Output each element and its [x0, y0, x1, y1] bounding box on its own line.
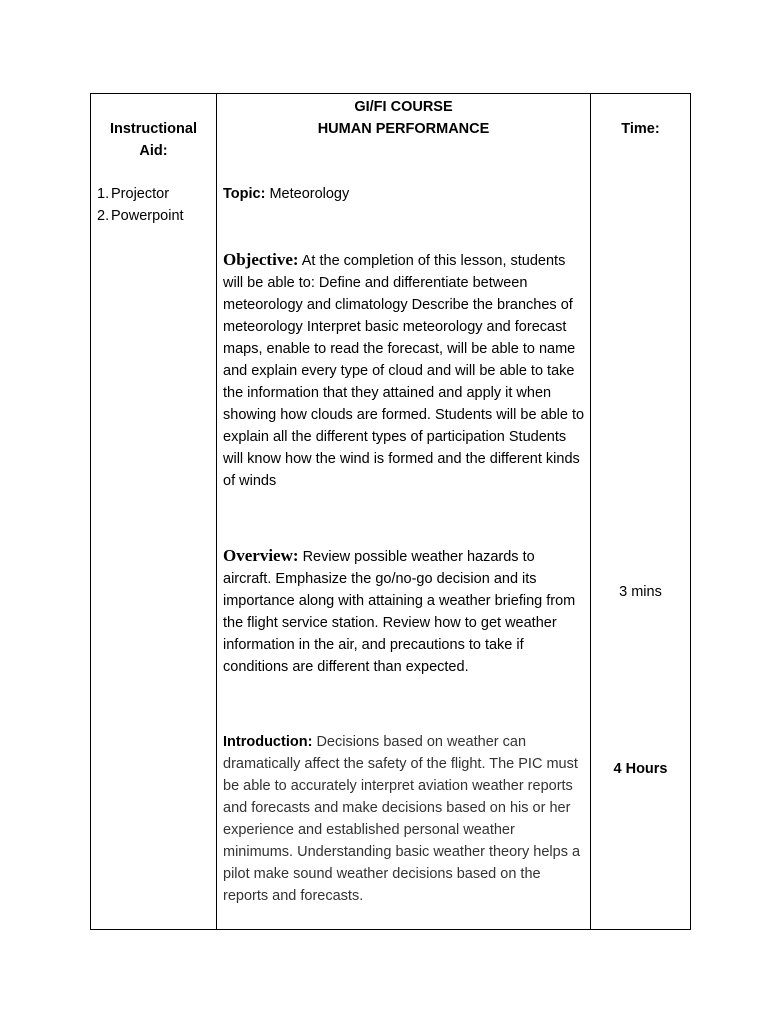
- list-item: 1. Projector: [97, 186, 170, 202]
- lesson-content-cell: [217, 94, 591, 930]
- introduction-paragraph: [223, 731, 586, 907]
- list-item: 2. Powerpoint: [97, 208, 184, 224]
- introduction-text: Decisions based on weather can dramatically affect the safety of the flight. The PIC must be able to accurately interpret aviation weather reports and forecasts and make decisions based on his or her experience and established personal weather minimums. Understanding basic weather theory helps a pilot make sound weather decisions based on the reports and forecasts.: [223, 734, 581, 904]
- instructional-aid-header: Instructional Aid:: [109, 121, 197, 159]
- time-introduction: 4 Hours: [613, 761, 668, 777]
- topic-paragraph: [223, 183, 586, 205]
- course-title: GI/FI COURSE HUMAN PERFORMANCE: [317, 99, 490, 137]
- objective-label: Objective:: [223, 250, 299, 269]
- overview-label: Overview:: [223, 546, 299, 565]
- overview-text: Review possible weather hazards to aircraft. Emphasize the go/no-go decision and its importance along with attaining a weather briefing from the flight service station. Review how to get weather information in the air, and precautions to take if conditions are different than expected.: [223, 549, 576, 675]
- overview-paragraph: [223, 545, 586, 678]
- time-overview: 3 mins: [619, 584, 662, 600]
- lesson-plan-table: [90, 93, 691, 930]
- topic-label: Topic:: [223, 186, 266, 202]
- objective-text: At the completion of this lesson, students will be able to: Define and differentiate between meteorology and climatology Describe the branches of meteorology Interpret basic meteorology and forecast maps, enable to read the forecast, will be able to name and explain every type of cloud and will be able to take the information that they attained and apply it when showing how clouds are formed. Students will be able to explain all the different types of participation Students will know how the wind is formed and the different kinds of winds: [223, 253, 585, 489]
- instructional-aid-cell: [91, 94, 217, 930]
- introduction-label: Introduction:: [223, 734, 313, 750]
- topic-value: Meteorology: [269, 186, 350, 202]
- time-header: Time:: [621, 121, 660, 137]
- time-cell: [591, 94, 691, 930]
- objective-paragraph: [223, 249, 586, 492]
- aid-list: [97, 183, 184, 227]
